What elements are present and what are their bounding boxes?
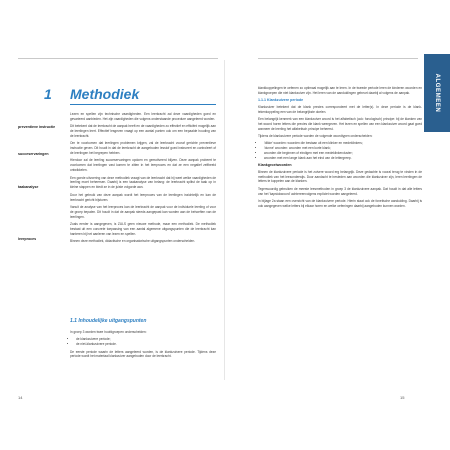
section-body: [70, 330, 216, 362]
body-paragraph: Tegenwoordig gebruiken de meeste leesmethoden in groep 3 de klankzuivere aanpak. Dat houdt in dat alle letters van het 'kapstokwoord' achtereenvolgens expliciet worden aangeleerd.: [258, 186, 422, 196]
chapter-number: 1: [44, 86, 52, 102]
side-label-leerproces: leerproces: [18, 237, 37, 241]
header-rule: [258, 58, 418, 59]
section-heading: 1.1 Inhoudelijke uitgangspunten: [70, 318, 147, 324]
right-intro: klankkoppelingen te oefenen zo optimaal mogelijk aan te leren. In de tweede periode leren de kinderen woorden en klankgroepen die niet klankzuiver zijn. Het leren van de aanduidingen gebeurt daarbij al volgens de aanpak.: [258, 86, 422, 95]
header-rule: [18, 58, 218, 59]
section-tail: De eerste periode waarin de letters aangeleerd worden, is de klankzuivere periode. Tijdens deze periode wordt het materiaal klankzuiver aangeboden door de leerkracht.: [70, 349, 216, 359]
body-paragraph: Dit betekent dat de leerkracht de aanpak heeft en de vaardigheden zo effectief en efficiënt mogelijk aan de leerlingen leert. Effectief lesgeven vraagt op een aantal punten ook om een bepaalde houding van de leerkracht.: [70, 124, 216, 139]
chapter-title: Methodiek: [70, 86, 140, 102]
body-paragraph: Hierdoor zal de leerling succeservaringen opdoen en gemotiveerd blijven. Deze aanpak probeert te voorkomen dat leerlingen vast komen te zitten in het leerproces en dat ze een negatief zelfbeeld ontwikkelen.: [70, 158, 216, 173]
body-paragraph: Om te voorkomen dat leerlingen problemen krijgen, zal de leerkracht vooraf gerichte preventieve instructie geven. Dit houdt in dat de leerkracht de aangeboden lesstof goed instrueert en controleert of de leerlingen het begrepen hebben.: [70, 141, 216, 156]
right-body-column: [258, 86, 422, 211]
section-list: [70, 337, 216, 347]
subsection-heading: Klankgroeiwoorden: [258, 163, 292, 168]
left-body-column: [70, 112, 216, 246]
side-label-taakanalyse: taakanalyse: [18, 185, 39, 189]
body-paragraph: Klankzuiver betekent dat de klank precies correspondeert met de letter(s). In deze periode is de klank-tekenkoppeling een van de belangrijkste doelen.: [258, 104, 422, 114]
list-item: • de niet-klankzuivere periode.: [76, 342, 216, 347]
body-paragraph: Door het gebruik van deze aanpak wordt het leerproces van de leerlingen inzichtelijk en kan de leerkracht gericht bijsturen.: [70, 192, 216, 202]
section-intro: In groep 3 worden twee hoofdgroepen onderscheiden:: [70, 330, 147, 334]
list-item: • woorden die beginnen of eindigen met een medeklinkercluster;: [264, 151, 422, 156]
list-item: • woorden met een lange klank aan het eind van de lettergreep.: [264, 156, 422, 161]
left-page: [0, 0, 224, 450]
body-paragraph: Zoals eerder is aangegeven, is ZULS geen nieuwe methode, maar een methodiek. De methodiek bestaat uit een concrete toepassing van een aantal algemene uitgangspunten die de leerkracht kan hanteren bij het aanleren van lezen en spellen.: [70, 221, 216, 236]
body-paragraph: Binnen deze methodiek, didactische en organisatorische uitgangspunten onderscheiden.: [70, 239, 196, 244]
body-paragraph: Tijdens de klankzuivere periode worden de volgende woordtypen onderscheiden:: [258, 133, 373, 138]
body-paragraph: In bijlage 2a staan een overzicht van de klankzuivere periode. Hierin staat ook de fonetische aanduiding. Daarbij is ook aangegeven welke letters bij elkaar horen en welke oefeningen daarbij aangeboden kunnen worden.: [258, 198, 422, 208]
body-paragraph: Een goede uitvoering van deze methodiek vraagt van de leerkracht dat hij weet welke vaardigheden de leerling moet beheersen. Daarbij is een taakanalyse van belang: de leerkracht splitst de taak op in kleine stappen en biedt ze in de juiste volgorde aan.: [70, 175, 216, 190]
list-item: • de klankzuivere periode;: [76, 337, 216, 342]
body-paragraph: Een belangrijk kenmerk van een klankzuiver woord is het alfabetisch (ook: fonologisch) principe: bij de klanken van het woord horen letters die precies die klank weergeven. Het lezen en spellen van een klankzuiver woord gaat goed wanneer de leerling het alfabetisch principe beheerst.: [258, 116, 422, 131]
list-item: • 'dunne' woorden: woorden met een korte klank;: [264, 146, 422, 151]
list-item: • 'dikke' woorden: woorden die bestaan uit een klinker en medeklinkers;: [264, 141, 422, 146]
spine-gutter: [224, 60, 225, 380]
side-label-preventieve: preventieve instructie: [18, 125, 56, 129]
body-paragraph: Binnen de klankzuivere periode is het zuivere woord erg belangrijk. Deze gedachte is vooral terug te vinden in de methodiek van het leesonderwijs. Door aandacht te besteden aan woorden die klankzuiver zijn, leren leerlingen de letters te koppelen aan de klanken.: [258, 169, 422, 184]
section-side-tab: [424, 54, 450, 132]
subsection-heading: 1.1.1 Klankzuivere periode: [258, 98, 304, 103]
right-page: [226, 0, 450, 450]
page-number-left: 14: [18, 395, 23, 400]
word-type-list: [258, 141, 422, 161]
side-tab-label: ALGEMEEN: [434, 73, 440, 113]
side-label-succes: succeservaringen: [18, 152, 49, 156]
chapter-rule: [70, 104, 216, 105]
intro-paragraph: Lezen en spellen zijn technische vaardigheden. Een leerkracht zal deze vaardigheden goed en gevarieerd aanbieden. Het zijn vaardigheden die volgens onderstaande procedure aangeleerd worden.: [70, 112, 216, 121]
body-paragraph: Vanuit de analyse van het leerproces kan de leerkracht de aanpak voor de individuele leerling of voor de groep bepalen. Dit houdt in dat de aanpak steeds aangepast kan worden aan de behoeften van de leerlingen.: [70, 204, 216, 219]
page-number-right: 15: [400, 395, 405, 400]
